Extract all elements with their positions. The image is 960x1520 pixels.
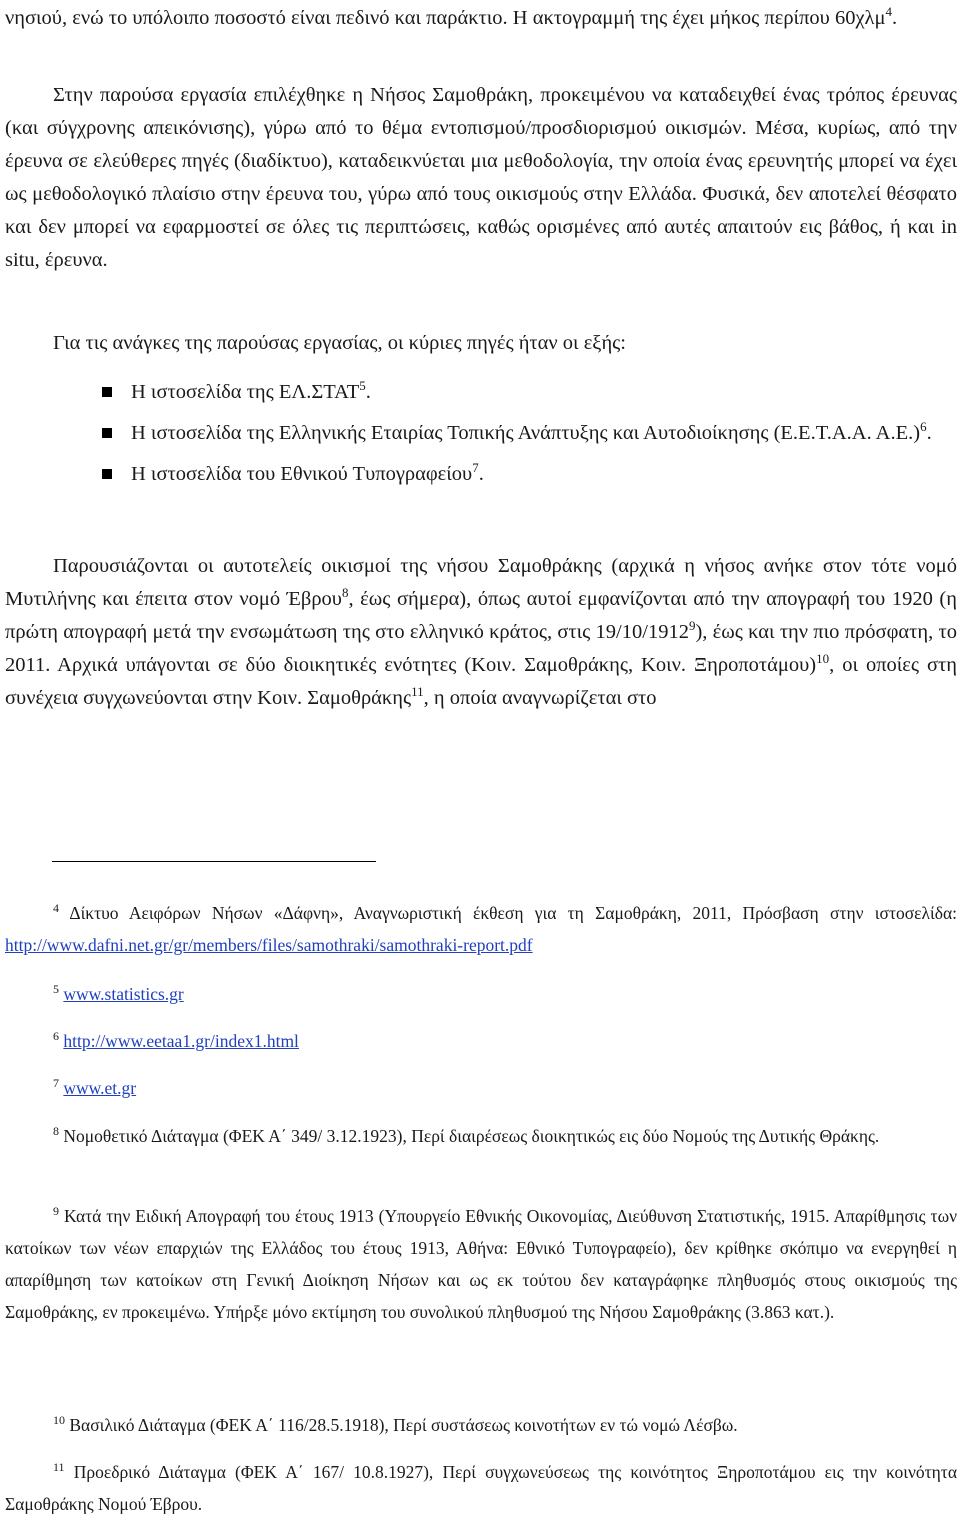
footnote-text: Προεδρικό Διάταγμα (ΦΕΚ Α΄ 167/ 10.8.1927), Περί συγχωνεύσεως της κοινότητος Ξηροποτάμου εις την κοινότητα Σαμοθράκης Νομού Έβρου. <box>5 1462 957 1514</box>
footnote-number: 10 <box>53 1413 65 1428</box>
footnote-ref-5[interactable]: 5 <box>359 378 366 394</box>
footnote-link[interactable]: www.et.gr <box>63 1078 137 1098</box>
settlements-text-e: , η οποία αναγνωρίζεται στο <box>423 687 657 709</box>
footnote-ref-7[interactable]: 7 <box>472 460 479 476</box>
paragraph-coastline <box>5 2 957 35</box>
footnote-ref-6[interactable]: 6 <box>920 419 927 435</box>
settlements-text-c: ), έως και την πιο πρόσφατη, το 2011. Αρχικά υπάγονται σε δύο διοικητικές ενότητες (Κοιν. Σαμοθράκης, Κοιν. Ξηροποτάμου) <box>5 621 957 676</box>
footnote-7 <box>5 1072 957 1104</box>
footnote-8 <box>5 1120 957 1152</box>
paragraph-settlements <box>5 550 957 715</box>
list-item-text: Η ιστοσελίδα του Εθνικού Τυπογραφείου <box>131 463 473 485</box>
list-item <box>5 458 957 491</box>
settlements-text-d: , οι οποίες στη συνέχεια συγχωνεύονται στην Κοιν. Σαμοθράκης <box>5 654 957 709</box>
footnote-4 <box>5 897 957 961</box>
footnote-link[interactable]: http://www.eetaa1.gr/index1.html <box>63 1031 299 1051</box>
footnote-number: 5 <box>53 982 59 997</box>
paragraph-sources-intro <box>5 327 957 360</box>
footnote-11 <box>5 1456 957 1520</box>
list-item <box>5 376 957 409</box>
footnote-text: Βασιλικό Διάταγμα (ΦΕΚ Α΄ 116/28.5.1918), Περί συστάσεως κοινοτήτων εν τώ νομώ Λέσβω. <box>69 1415 738 1435</box>
coastline-text-end: . <box>891 7 898 29</box>
footnote-5 <box>5 978 957 1010</box>
list-item <box>5 417 957 450</box>
settlements-text-a: Παρουσιάζονται οι αυτοτελείς οικισμοί της νήσου Σαμοθράκης (αρχικά η νήσος ανήκε στον τότε νομό Μυτιλήνης και έπειτα στον νομό Έβρου <box>5 555 957 610</box>
coastline-text: νησιού, ενώ το υπόλοιπο ποσοστό είναι πεδινό και παράκτιο. Η ακτογραμμή της έχει μήκος περίπου 60χλμ <box>5 7 886 29</box>
footnote-text: Δίκτυο Αειφόρων Νήσων «Δάφνη», Αναγνωριστική έκθεση για τη Σαμοθράκη, 2011, Πρόσβαση στην ιστοσελίδα: <box>69 903 957 923</box>
methodology-text: Στην παρούσα εργασία επιλέχθηκε η Νήσος Σαμοθράκη, προκειμένου να καταδειχθεί ένας τρόπος έρευνας (και σύγχρονης απεικόνισης), γύρω από το θέμα εντοπισμού/προσδιορισμού οικισμών. Μέσα, κυρίως, από την έρευνα σε ελεύθερες πηγές (διαδίκτυο), καταδεικνύεται μια μεθοδολογία, την οποία ένας ερευνητής μπορεί να έχει ως μεθοδολογικό πλαίσιο στην έρευνα του, γύρω από τους οικισμούς στην Ελλάδα. Φυσικά, δεν αποτελεί θέσφατο και δεν μπορεί να εφαρμοστεί σε όλες τις περιπτώσεις, καθώς ορισμένες από αυτές απαιτούν εις βάθος, ή και in situ, έρευνα. <box>5 84 957 271</box>
footnote-ref-4[interactable]: 4 <box>885 4 892 20</box>
footnote-separator <box>52 861 376 862</box>
footnote-number: 6 <box>53 1029 59 1044</box>
footnote-link[interactable]: www.statistics.gr <box>63 984 184 1004</box>
sources-list <box>5 376 957 491</box>
sources-intro-text: Για τις ανάγκες της παρούσας εργασίας, οι κύριες πηγές ήταν οι εξής: <box>53 332 626 354</box>
bullet-square-icon <box>102 387 112 397</box>
list-item-text: Η ιστοσελίδα της Ελληνικής Εταιρίας Τοπικής Ανάπτυξης και Αυτοδιοίκησης (Ε.Ε.Τ.Α.Α. Α.Ε.) <box>131 422 921 444</box>
footnote-ref-8[interactable]: 8 <box>341 585 349 601</box>
footnote-9 <box>5 1200 957 1328</box>
list-item-text: Η ιστοσελίδα της ΕΛ.ΣΤΑΤ <box>131 381 360 403</box>
footnote-number: 11 <box>53 1460 65 1475</box>
bullet-square-icon <box>102 428 112 438</box>
list-item-end: . <box>365 381 371 403</box>
settlements-text-b: , έως σήμερα), όπως αυτοί εμφανίζονται από την απογραφή του 1920 (η πρώτη απογραφή μετά την ενσωμάτωση της στο ελληνικό κράτος, στις 19/10/1912 <box>5 588 957 643</box>
footnote-number: 4 <box>53 901 59 916</box>
list-item-end: . <box>926 422 932 444</box>
footnote-text: Νομοθετικό Διάταγμα (ΦΕΚ Α΄ 349/ 3.12.1923), Περί διαιρέσεως διοικητικώς εις δύο Νομούς της Δυτικής Θράκης. <box>63 1126 880 1146</box>
footnote-ref-9[interactable]: 9 <box>688 618 696 634</box>
footnote-number: 9 <box>53 1204 59 1219</box>
bullet-square-icon <box>102 469 112 479</box>
footnote-link[interactable]: http://www.dafni.net.gr/gr/members/files/samothraki/samothraki-report.pdf <box>5 935 533 955</box>
footnote-number: 8 <box>53 1124 59 1139</box>
list-item-end: . <box>478 463 484 485</box>
footnote-text: Κατά την Ειδική Απογραφή του έτους 1913 (Υπουργείο Εθνικής Οικονομίας, Διεύθυνση Στατιστικής, 1915. Απαρίθμησις των κατοίκων των νέων επαρχιών της Ελλάδος του έτους 1913, Αθήνα: Εθνικό Τυπογραφείο), δεν κρίθηκε σκόπιμο να ενεργηθεί η απαρίθμηση των κατοίκων στη Γενική Διοίκηση Νήσων και ως εκ τούτου δεν καταγράφηκε πληθυσμός στους οικισμούς της Σαμοθράκης, εν προκειμένω. Υπήρξε μόνο εκτίμηση του συνολικού πληθυσμού της Νήσου Σαμοθράκης (3.863 κατ.). <box>5 1206 958 1322</box>
footnote-10 <box>5 1409 957 1441</box>
footnote-number: 7 <box>53 1076 59 1091</box>
footnote-ref-11[interactable]: 11 <box>411 684 424 700</box>
paragraph-methodology <box>5 79 957 277</box>
footnote-ref-10[interactable]: 10 <box>816 651 830 667</box>
footnote-6 <box>5 1025 957 1057</box>
